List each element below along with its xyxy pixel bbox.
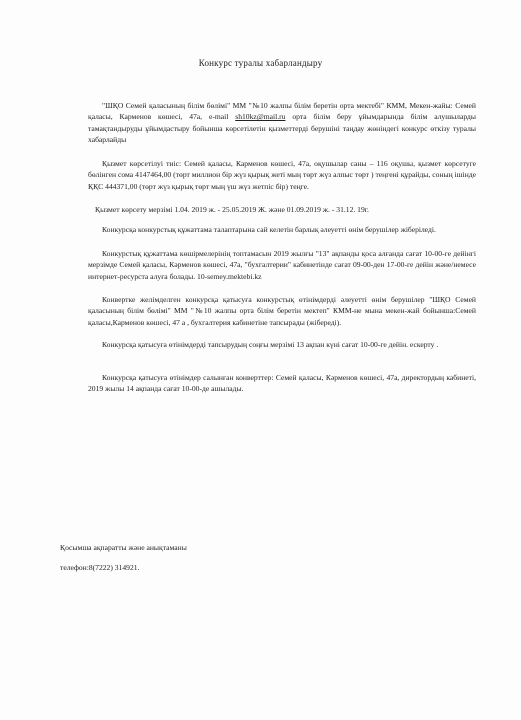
paragraph-service-period: Қызмет көрсету мерзімі 1.04. 2019 ж. - 25.05.2019 Ж. және 01.09.2019 ж. - 31.12. 19г. bbox=[95, 205, 369, 214]
announcement-text-start: "ШҚО Семей қаласының білім бөлімі" ММ "№10 жалпы білім беретін орта мектебі" КММ, Мекен-жайы: Семей қаласы, Карменов көшесі, 47а, e-mail bbox=[88, 101, 476, 122]
paragraph-admission: Конкурсқа конкурстық құжаттама талаптарына сай келетін барлық әлеуетті өнім берушілер жіберіледі. bbox=[102, 225, 436, 234]
email-link[interactable]: sh10kz@mail.ru bbox=[235, 112, 286, 122]
paragraph-opening: Конкурсқа қатысуға өтінімдер салынған конверттер: Семей қаласы, Кәрменов көшесі, 47а, директордың кабинеті, 2019 жылы 14 ақпанда сағат 10-00-де ашылады. bbox=[88, 373, 476, 394]
document-title: Конкурс туралы хабарландыру bbox=[198, 58, 323, 68]
footer-phone: телефон:8(7222) 314921. bbox=[60, 563, 140, 572]
paragraph-deadline: Конкурсқа қатысуға өтінімдерді тапсырудың соңғы мерзімі 13 ақпан күні сағат 10-00-ге дейін. ескерту . bbox=[102, 340, 439, 349]
paragraph-documentation: Конкурстық құжаттама көшірмелерінің топтамасын 2019 жылғы "13" ақпанды қоса алғанда сағат 10-00-ге дейінгі мерзімде Семей қаласы, Кәрменов көшесі, 47а, "бухгалтерии" кабинетінде сағат 09-00-ден 17-00-ге дейін және/немесе интернет-ресурста алуға болады. 10-semey.mektebi.kz bbox=[88, 249, 476, 281]
announcement-text-end: орта білім беру ұйымдарында білім алушыларды тамақтандыруды ұйымдастыру бойынша көрсетілетін қызметтерді берушіні таңдау жөніндегі конкурс өткізу туралы хабарлайды bbox=[88, 112, 476, 145]
paragraph-submission: Конвертке желімделген конкурсқа қатысуға конкурстық өтінімдерді әлеуетті өнім берушілер "ШҚО Семей қаласының білім бөлімі" ММ "№10 жалпы орта білім беретін мектеп" КММ-не мына мекен-жай бойынша:Семей қаласы,Карменов көшесі, 47 а , бухгалтерия кабинетіне тапсырады (жібереді). bbox=[88, 295, 476, 327]
paragraph-service-details: Қызмет көрсетілуі тиіс: Семей қаласы, Карменов көшесі, 47а, оқушылар саны – 116 оқушы, қызмет көрсетуге бөлінген сома 4147464,00 (төрт миллион бір жүз қырық жеті мың төрт жүз алпыс төрт ) теңгені құрайды, соның ішінде ҚҚС 444371,00 (төрт жүз қырық төрт мың үш жүз жетпіс бір) теңге. bbox=[88, 159, 476, 191]
paragraph-announcement bbox=[88, 100, 476, 146]
footer-info: Қосымша ақпаратты және анықтаманы bbox=[60, 543, 187, 552]
